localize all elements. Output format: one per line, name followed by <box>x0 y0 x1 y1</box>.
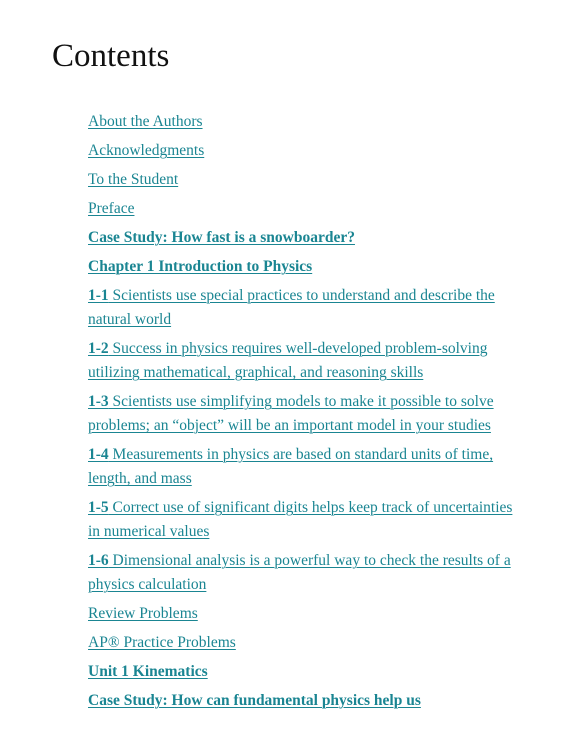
toc-link-text: Correct use of significant digits helps keep track of uncertainties in numerical values <box>88 499 513 540</box>
table-of-contents <box>88 110 513 718</box>
toc-link-text: Scientists use special practices to understand and describe the natural world <box>88 287 495 328</box>
toc-link[interactable] <box>88 142 204 159</box>
section-number: 1-1 <box>88 287 109 304</box>
toc-link-text: AP® Practice Problems <box>88 634 236 651</box>
toc-link-section[interactable] <box>88 393 494 434</box>
toc-item <box>88 197 513 221</box>
section-number: 1-2 <box>88 340 109 357</box>
toc-link-text: Acknowledgments <box>88 142 205 159</box>
toc-link-section[interactable] <box>88 340 487 381</box>
toc-item <box>88 496 513 544</box>
toc-link-section[interactable] <box>88 552 511 593</box>
toc-item <box>88 255 513 279</box>
toc-item <box>88 139 513 163</box>
toc-item <box>88 689 513 713</box>
toc-link-text: Scientists use simplifying models to make it possible to solve problems; an “object” will be an important model in your studies <box>88 393 494 434</box>
toc-link[interactable] <box>88 634 236 651</box>
toc-item <box>88 337 513 385</box>
toc-link-text: Case Study: How can fundamental physics help us <box>88 692 421 709</box>
toc-link-section[interactable] <box>88 446 493 487</box>
toc-item <box>88 226 513 250</box>
toc-link-text: Measurements in physics are based on standard units of time, length, and mass <box>88 446 494 487</box>
section-number: 1-6 <box>88 552 109 569</box>
toc-item <box>88 602 513 626</box>
toc-link-text: To the Student <box>88 171 179 188</box>
toc-link[interactable] <box>88 171 178 188</box>
toc-item <box>88 549 513 597</box>
toc-link-section[interactable] <box>88 287 495 328</box>
toc-link-text: About the Authors <box>88 113 203 130</box>
toc-link[interactable] <box>88 200 134 217</box>
toc-link-text: Success in physics requires well-developed problem-solving utilizing mathematical, graphical, and reasoning skills <box>88 340 488 381</box>
toc-link-case-study[interactable] <box>88 229 355 246</box>
toc-link-section[interactable] <box>88 499 512 540</box>
toc-item <box>88 631 513 655</box>
toc-item <box>88 660 513 684</box>
toc-item <box>88 443 513 491</box>
toc-link[interactable] <box>88 605 198 622</box>
toc-item <box>88 110 513 134</box>
toc-link-text: Chapter 1 Introduction to Physics <box>88 258 313 275</box>
toc-link-unit[interactable] <box>88 663 208 680</box>
toc-item <box>88 390 513 438</box>
toc-link-text: Case Study: How fast is a snowboarder? <box>88 229 355 246</box>
toc-link-chapter[interactable] <box>88 258 312 275</box>
toc-link-text: Unit 1 Kinematics <box>88 663 208 680</box>
toc-item <box>88 168 513 192</box>
section-number: 1-5 <box>88 499 109 516</box>
section-number: 1-4 <box>88 446 109 463</box>
section-number: 1-3 <box>88 393 109 410</box>
page-title: Contents <box>52 38 170 74</box>
toc-item <box>88 284 513 332</box>
toc-link-case-study[interactable] <box>88 692 421 709</box>
toc-link-text: Preface <box>88 200 135 217</box>
toc-link-text: Review Problems <box>88 605 198 622</box>
toc-link[interactable] <box>88 113 203 130</box>
toc-link-text: Dimensional analysis is a powerful way to check the results of a physics calculation <box>88 552 511 593</box>
